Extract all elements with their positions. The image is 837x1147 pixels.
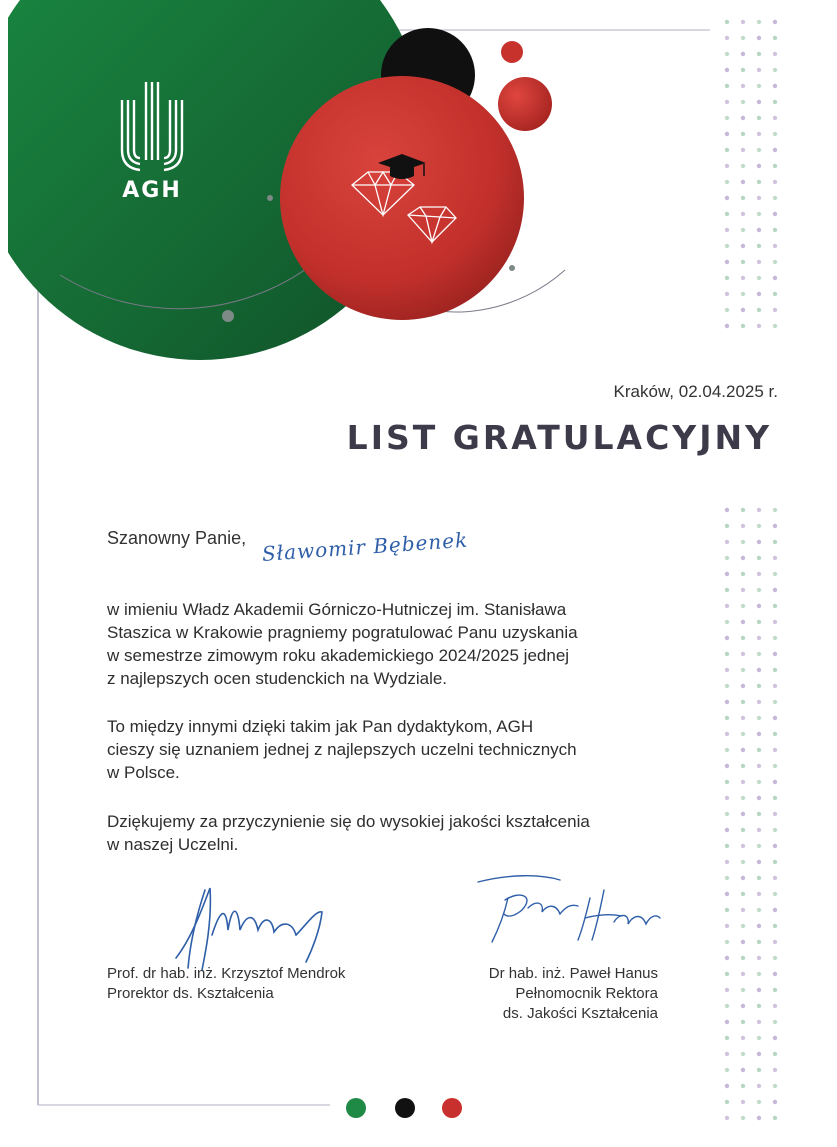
pattern-dot bbox=[725, 524, 729, 528]
pattern-dot bbox=[757, 748, 761, 752]
pattern-dot bbox=[757, 780, 761, 784]
pattern-dot bbox=[773, 828, 777, 832]
pattern-dot bbox=[725, 540, 729, 544]
pattern-dot bbox=[725, 780, 729, 784]
pattern-dot bbox=[725, 764, 729, 768]
pattern-dot bbox=[773, 988, 777, 992]
pattern-dot bbox=[741, 524, 745, 528]
pattern-dot bbox=[773, 556, 777, 560]
pattern-dot bbox=[741, 132, 745, 136]
pattern-dot bbox=[741, 972, 745, 976]
pattern-dot bbox=[725, 556, 729, 560]
bottom-black-dot bbox=[395, 1098, 415, 1118]
pattern-dot bbox=[773, 324, 777, 328]
pattern-dot bbox=[741, 956, 745, 960]
pattern-dot bbox=[773, 924, 777, 928]
pattern-dot bbox=[773, 196, 777, 200]
pattern-dot bbox=[757, 604, 761, 608]
pattern-dot bbox=[741, 100, 745, 104]
pattern-dot bbox=[725, 652, 729, 656]
pattern-dot bbox=[725, 148, 729, 152]
pattern-dot bbox=[757, 812, 761, 816]
pattern-dot bbox=[773, 84, 777, 88]
pattern-dot bbox=[725, 324, 729, 328]
agh-logo-text: AGH bbox=[122, 178, 182, 203]
pattern-dot bbox=[773, 604, 777, 608]
paragraph-line: z najlepszych ocen studenckich na Wydziale. bbox=[107, 669, 448, 688]
signatory-left bbox=[107, 964, 345, 1004]
pattern-dot bbox=[773, 620, 777, 624]
pattern-dot bbox=[773, 292, 777, 296]
recipient-name-handwritten: Sławomir Bębenek bbox=[261, 527, 469, 566]
pattern-dot bbox=[741, 1100, 745, 1104]
pattern-dot bbox=[741, 604, 745, 608]
signatory-right-role: Pełnomocnik Rektora bbox=[515, 985, 658, 1002]
signatory-right bbox=[420, 964, 658, 1024]
pattern-dot bbox=[725, 812, 729, 816]
pattern-dot bbox=[757, 620, 761, 624]
pattern-dot bbox=[773, 732, 777, 736]
pattern-dot bbox=[773, 572, 777, 576]
pattern-dot bbox=[757, 732, 761, 736]
pattern-dot bbox=[725, 508, 729, 512]
pattern-dot bbox=[773, 180, 777, 184]
pattern-dot bbox=[757, 36, 761, 40]
signatory-left-role: Prorektor ds. Kształcenia bbox=[107, 985, 274, 1002]
signatory-right-name: Dr hab. inż. Paweł Hanus bbox=[488, 965, 658, 982]
pattern-dot bbox=[741, 588, 745, 592]
pattern-dot bbox=[725, 956, 729, 960]
small-red-circle bbox=[498, 77, 552, 131]
pattern-dot bbox=[741, 228, 745, 232]
pattern-dot bbox=[741, 796, 745, 800]
pattern-dot bbox=[773, 844, 777, 848]
pattern-dot bbox=[773, 1100, 777, 1104]
pattern-dot bbox=[741, 148, 745, 152]
page-title: LIST GRATULACYJNY bbox=[346, 418, 772, 457]
pattern-dot bbox=[757, 180, 761, 184]
pattern-dot bbox=[757, 796, 761, 800]
pattern-dot bbox=[773, 540, 777, 544]
pattern-dot bbox=[741, 1036, 745, 1040]
pattern-dot bbox=[741, 292, 745, 296]
pattern-dot bbox=[773, 716, 777, 720]
red-circle bbox=[280, 76, 524, 320]
pattern-dot bbox=[757, 308, 761, 312]
pattern-dot bbox=[741, 1052, 745, 1056]
pattern-dot bbox=[725, 36, 729, 40]
pattern-dot bbox=[757, 988, 761, 992]
pattern-dot bbox=[741, 668, 745, 672]
pattern-dot bbox=[741, 324, 745, 328]
pattern-dot bbox=[757, 940, 761, 944]
pattern-dot bbox=[773, 764, 777, 768]
pattern-dot bbox=[757, 292, 761, 296]
pattern-dot bbox=[725, 100, 729, 104]
pattern-dot bbox=[741, 652, 745, 656]
paragraph-line: Dziękujemy za przyczynienie się do wysokiej jakości kształcenia bbox=[107, 812, 590, 831]
pattern-dot bbox=[757, 244, 761, 248]
pattern-dot bbox=[773, 212, 777, 216]
pattern-dot bbox=[741, 908, 745, 912]
pattern-dot bbox=[757, 100, 761, 104]
pattern-dot bbox=[757, 1052, 761, 1056]
pattern-dot bbox=[725, 636, 729, 640]
pattern-dot bbox=[757, 972, 761, 976]
pattern-dot bbox=[773, 100, 777, 104]
pattern-dot bbox=[757, 148, 761, 152]
pattern-dot bbox=[773, 940, 777, 944]
bottom-red-dot bbox=[442, 1098, 462, 1118]
pattern-dot bbox=[757, 700, 761, 704]
paragraph-line: To między innymi dzięki takim jak Pan dydaktykom, AGH bbox=[107, 717, 534, 736]
pattern-dot bbox=[773, 244, 777, 248]
pattern-dot bbox=[773, 908, 777, 912]
pattern-dot bbox=[757, 196, 761, 200]
pattern-dot bbox=[725, 668, 729, 672]
pattern-dot bbox=[741, 828, 745, 832]
pattern-dot bbox=[773, 684, 777, 688]
pattern-dot bbox=[757, 844, 761, 848]
pattern-dot bbox=[725, 68, 729, 72]
pattern-dot bbox=[741, 988, 745, 992]
paragraph-line: w Polsce. bbox=[107, 763, 180, 782]
pattern-dot bbox=[725, 196, 729, 200]
pattern-dot bbox=[741, 748, 745, 752]
pattern-dot bbox=[725, 1116, 729, 1120]
pattern-dot bbox=[773, 1116, 777, 1120]
pattern-dot bbox=[757, 260, 761, 264]
pattern-dot bbox=[773, 860, 777, 864]
pattern-dot bbox=[725, 260, 729, 264]
pattern-dot bbox=[725, 572, 729, 576]
pattern-dot bbox=[741, 764, 745, 768]
pattern-dot bbox=[741, 556, 745, 560]
pattern-dot bbox=[773, 748, 777, 752]
pattern-dot bbox=[757, 956, 761, 960]
pattern-dot bbox=[773, 892, 777, 896]
pattern-dot bbox=[757, 84, 761, 88]
pattern-dot bbox=[757, 1068, 761, 1072]
pattern-dot bbox=[725, 52, 729, 56]
pattern-dot bbox=[741, 212, 745, 216]
paragraph-line: w naszej Uczelni. bbox=[107, 835, 239, 854]
pattern-dot bbox=[773, 1084, 777, 1088]
pattern-dot bbox=[741, 1116, 745, 1120]
pattern-dot bbox=[725, 84, 729, 88]
pattern-dot bbox=[725, 116, 729, 120]
pattern-dot bbox=[725, 588, 729, 592]
pattern-dot bbox=[757, 892, 761, 896]
paragraph-line: w imieniu Władz Akademii Górniczo-Hutniczej im. Stanisława bbox=[107, 600, 567, 619]
signatory-left-name: Prof. dr hab. inż. Krzysztof Mendrok bbox=[107, 965, 346, 982]
pattern-dot bbox=[725, 20, 729, 24]
pattern-dot bbox=[725, 828, 729, 832]
pattern-dot bbox=[773, 796, 777, 800]
pattern-dot bbox=[757, 588, 761, 592]
pattern-dot bbox=[741, 84, 745, 88]
pattern-dot bbox=[773, 636, 777, 640]
pattern-dot bbox=[725, 924, 729, 928]
pattern-dot bbox=[725, 892, 729, 896]
pattern-dot bbox=[725, 940, 729, 944]
pattern-dot bbox=[773, 68, 777, 72]
pattern-dot bbox=[773, 668, 777, 672]
pattern-dot bbox=[725, 276, 729, 280]
place-date: Kraków, 02.04.2025 r. bbox=[613, 382, 778, 401]
pattern-dot bbox=[757, 716, 761, 720]
pattern-dot bbox=[725, 292, 729, 296]
pattern-dot bbox=[725, 164, 729, 168]
dot-pattern bbox=[725, 20, 777, 1120]
paragraph-2 bbox=[107, 715, 687, 784]
pattern-dot bbox=[773, 1068, 777, 1072]
pattern-dot bbox=[757, 572, 761, 576]
pattern-dot bbox=[773, 1036, 777, 1040]
pattern-dot bbox=[773, 700, 777, 704]
pattern-dot bbox=[757, 860, 761, 864]
pattern-dot bbox=[725, 876, 729, 880]
signatory-right-role-2: ds. Jakości Kształcenia bbox=[502, 1005, 658, 1022]
pattern-dot bbox=[725, 212, 729, 216]
pattern-dot bbox=[741, 116, 745, 120]
pattern-dot bbox=[773, 524, 777, 528]
pattern-dot bbox=[757, 1100, 761, 1104]
pattern-dot bbox=[773, 148, 777, 152]
pattern-dot bbox=[757, 684, 761, 688]
pattern-dot bbox=[741, 572, 745, 576]
pattern-dot bbox=[725, 228, 729, 232]
pattern-dot bbox=[725, 604, 729, 608]
pattern-dot bbox=[757, 132, 761, 136]
pattern-dot bbox=[741, 716, 745, 720]
pattern-dot bbox=[725, 1068, 729, 1072]
pattern-dot bbox=[757, 540, 761, 544]
salutation: Szanowny Panie, bbox=[107, 528, 247, 548]
pattern-dot bbox=[741, 260, 745, 264]
pattern-dot bbox=[757, 1020, 761, 1024]
pattern-dot bbox=[757, 668, 761, 672]
paragraph-3 bbox=[107, 810, 687, 856]
pattern-dot bbox=[741, 940, 745, 944]
pattern-dot bbox=[725, 1004, 729, 1008]
pattern-dot bbox=[757, 524, 761, 528]
pattern-dot bbox=[741, 844, 745, 848]
pattern-dot bbox=[725, 700, 729, 704]
pattern-dot bbox=[741, 196, 745, 200]
pattern-dot bbox=[741, 1020, 745, 1024]
pattern-dot bbox=[773, 876, 777, 880]
pattern-dot bbox=[741, 244, 745, 248]
bottom-green-dot bbox=[346, 1098, 366, 1118]
pattern-dot bbox=[757, 876, 761, 880]
pattern-dot bbox=[725, 1052, 729, 1056]
pattern-dot bbox=[725, 796, 729, 800]
pattern-dot bbox=[757, 116, 761, 120]
pattern-dot bbox=[725, 972, 729, 976]
pattern-dot bbox=[725, 620, 729, 624]
pattern-dot bbox=[773, 812, 777, 816]
pattern-dot bbox=[757, 276, 761, 280]
pattern-dot bbox=[773, 972, 777, 976]
pattern-dot bbox=[757, 652, 761, 656]
pattern-dot bbox=[725, 308, 729, 312]
pattern-dot bbox=[773, 260, 777, 264]
pattern-dot bbox=[741, 276, 745, 280]
pattern-dot bbox=[773, 780, 777, 784]
paragraph-line: w semestrze zimowym roku akademickiego 2024/2025 jednej bbox=[107, 646, 570, 665]
pattern-dot bbox=[741, 732, 745, 736]
pattern-dot bbox=[757, 324, 761, 328]
pattern-dot bbox=[725, 748, 729, 752]
pattern-dot bbox=[773, 116, 777, 120]
pattern-dot bbox=[757, 1004, 761, 1008]
pattern-dot bbox=[741, 540, 745, 544]
pattern-dot bbox=[741, 700, 745, 704]
pattern-dot bbox=[725, 844, 729, 848]
pattern-dot bbox=[725, 908, 729, 912]
signature-left bbox=[176, 888, 322, 970]
pattern-dot bbox=[741, 924, 745, 928]
pattern-dot bbox=[773, 956, 777, 960]
pattern-dot bbox=[773, 1004, 777, 1008]
pattern-dot bbox=[741, 780, 745, 784]
pattern-dot bbox=[725, 684, 729, 688]
pattern-dot bbox=[725, 132, 729, 136]
pattern-dot bbox=[757, 924, 761, 928]
pattern-dot bbox=[725, 180, 729, 184]
pattern-dot bbox=[741, 1068, 745, 1072]
paragraph-line: Staszica w Krakowie pragniemy pogratulować Panu uzyskania bbox=[107, 623, 578, 642]
pattern-dot bbox=[757, 764, 761, 768]
pattern-dot bbox=[773, 588, 777, 592]
pattern-dot bbox=[773, 228, 777, 232]
pattern-dot bbox=[725, 732, 729, 736]
pattern-dot bbox=[741, 1084, 745, 1088]
pattern-dot bbox=[725, 860, 729, 864]
pattern-dot bbox=[725, 1036, 729, 1040]
pattern-dot bbox=[773, 132, 777, 136]
pattern-dot bbox=[741, 1004, 745, 1008]
pattern-dot bbox=[741, 892, 745, 896]
pattern-dot bbox=[773, 308, 777, 312]
pattern-dot bbox=[741, 36, 745, 40]
pattern-dot bbox=[757, 636, 761, 640]
pattern-dot bbox=[725, 988, 729, 992]
pattern-dot bbox=[725, 1020, 729, 1024]
paragraph-line: cieszy się uznaniem jednej z najlepszych uczelni technicznych bbox=[107, 740, 577, 759]
pattern-dot bbox=[741, 636, 745, 640]
pattern-dot bbox=[773, 276, 777, 280]
pattern-dot bbox=[757, 1084, 761, 1088]
pattern-dot bbox=[741, 308, 745, 312]
signature-right bbox=[478, 876, 660, 942]
pattern-dot bbox=[757, 1036, 761, 1040]
pattern-dot bbox=[773, 1020, 777, 1024]
pattern-dot bbox=[741, 180, 745, 184]
pattern-dot bbox=[757, 52, 761, 56]
pattern-dot bbox=[741, 876, 745, 880]
pattern-dot bbox=[773, 20, 777, 24]
pattern-dot bbox=[773, 1052, 777, 1056]
pattern-dot bbox=[757, 164, 761, 168]
pattern-dot bbox=[773, 508, 777, 512]
pattern-dot bbox=[741, 52, 745, 56]
pattern-dot bbox=[725, 716, 729, 720]
pattern-dot bbox=[757, 908, 761, 912]
pattern-dot bbox=[773, 164, 777, 168]
pattern-dot bbox=[741, 620, 745, 624]
pattern-dot bbox=[741, 812, 745, 816]
pattern-dot bbox=[741, 684, 745, 688]
pattern-dot bbox=[773, 52, 777, 56]
pattern-dot bbox=[741, 164, 745, 168]
pattern-dot bbox=[757, 556, 761, 560]
pattern-dot bbox=[741, 68, 745, 72]
pattern-dot bbox=[757, 508, 761, 512]
pattern-dot bbox=[725, 244, 729, 248]
pattern-dot bbox=[757, 1116, 761, 1120]
pattern-dot bbox=[741, 860, 745, 864]
pattern-dot bbox=[757, 828, 761, 832]
pattern-dot bbox=[725, 1084, 729, 1088]
pattern-dot bbox=[757, 20, 761, 24]
pattern-dot bbox=[773, 652, 777, 656]
pattern-dot bbox=[741, 20, 745, 24]
pattern-dot bbox=[757, 212, 761, 216]
pattern-dot bbox=[757, 68, 761, 72]
pattern-dot bbox=[725, 1100, 729, 1104]
paragraph-1 bbox=[107, 598, 687, 690]
pattern-dot bbox=[741, 508, 745, 512]
pattern-dot bbox=[757, 228, 761, 232]
pattern-dot bbox=[773, 36, 777, 40]
